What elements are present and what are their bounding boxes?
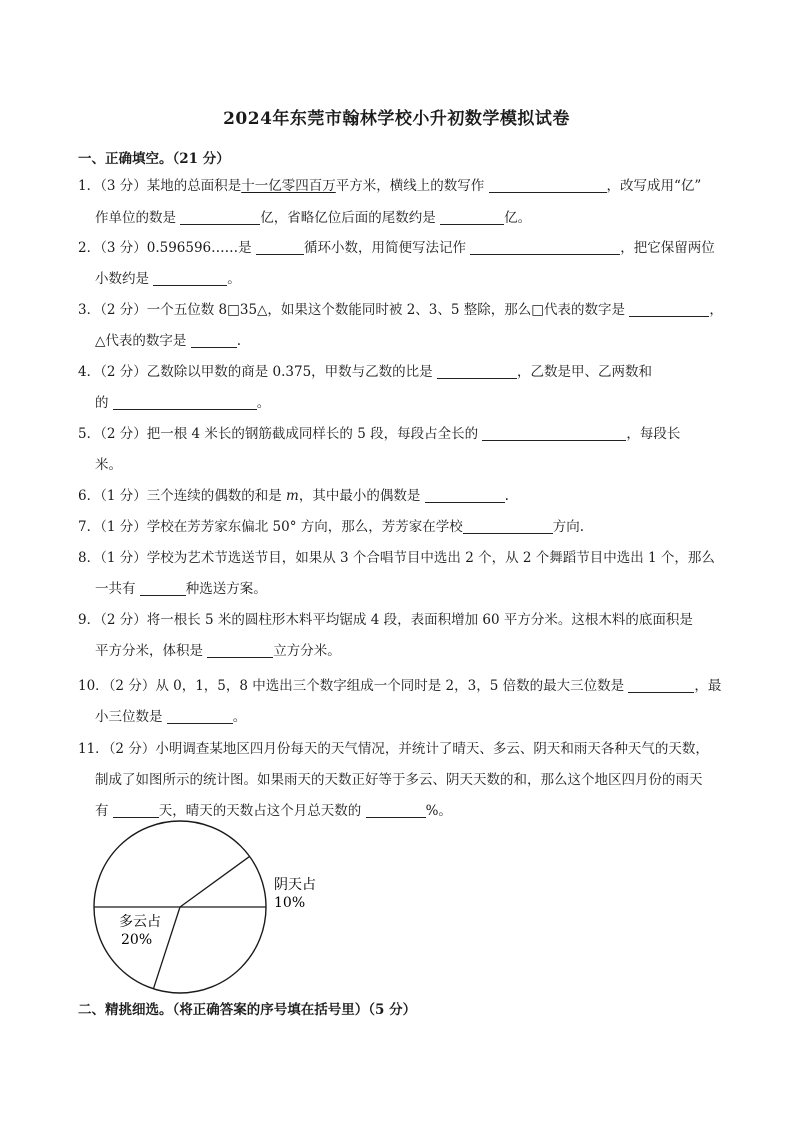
question-text: 。 xyxy=(232,709,247,725)
answer-blank[interactable] xyxy=(440,210,504,225)
question-10-line-1 xyxy=(78,677,721,695)
question-1-line-2 xyxy=(95,209,531,227)
question-number: 5． xyxy=(78,426,101,442)
question-text: 一个五位数 8□35△，如果这个数能同时被 2、3、5 整除，那么□代表的数字是 xyxy=(146,302,626,318)
question-text: 小数约是 xyxy=(95,271,149,287)
answer-blank[interactable] xyxy=(153,271,227,286)
underlined-number: 十一亿零四百万 xyxy=(241,178,336,194)
question-number: 4． xyxy=(78,364,101,380)
question-points: （1 分） xyxy=(100,488,147,504)
question-number: 7． xyxy=(78,519,101,535)
question-number: 1． xyxy=(78,178,101,194)
question-2-line-2 xyxy=(95,270,241,288)
question-text: . xyxy=(236,333,241,349)
answer-blank[interactable] xyxy=(489,178,607,193)
question-text: 小明调查某地区四月份每天的天气情况，并统计了晴天、多云、阴天和雨天各种天气的天数， xyxy=(155,741,709,757)
answer-blank[interactable] xyxy=(207,643,273,658)
pie-label-yin: 阴天占 xyxy=(274,877,316,893)
question-9-line-2 xyxy=(95,642,341,660)
question-text: 一共有 xyxy=(95,581,136,597)
question-text: 亿，省略亿位后面的尾数约是 xyxy=(260,210,436,226)
answer-blank[interactable] xyxy=(191,333,237,348)
question-text: 制成了如图所示的统计图。如果雨天的天数正好等于多云、阴天天数的和，那么这个地区四月份的雨天 xyxy=(95,772,703,788)
question-number: 9． xyxy=(78,612,101,628)
question-text: 0.596596……是 xyxy=(146,240,252,256)
question-10-line-2 xyxy=(95,708,246,726)
question-8-line-2 xyxy=(95,580,267,598)
question-4-line-1 xyxy=(78,363,652,381)
question-3-line-2 xyxy=(95,332,241,350)
answer-blank[interactable] xyxy=(437,364,517,379)
question-7-line-1 xyxy=(78,518,584,536)
section-2-heading: 二、精挑细选。（将正确答案的序号填在括号里）（5 分） xyxy=(78,1002,417,1018)
question-points: （2 分） xyxy=(100,426,147,442)
question-text: 的 xyxy=(95,395,109,411)
question-points: （1 分） xyxy=(100,519,147,535)
question-text: 亿。 xyxy=(504,210,532,226)
variable-m: m xyxy=(286,488,299,504)
question-5-line-2 xyxy=(95,456,122,474)
answer-blank[interactable] xyxy=(113,395,257,410)
question-text: ，其中最小的偶数是 xyxy=(298,488,421,504)
question-points: （2 分） xyxy=(100,364,147,380)
answer-blank[interactable] xyxy=(180,210,260,225)
question-5-line-1 xyxy=(78,425,680,443)
question-text: ，改写成用“亿” xyxy=(606,178,702,194)
question-text: 天，晴天的天数占这个月总天数的 xyxy=(158,803,362,819)
question-8-line-1 xyxy=(78,549,715,567)
question-text: ， xyxy=(709,302,723,318)
question-points: （2 分） xyxy=(100,302,147,318)
page-title: 2024年东莞市翰林学校小升初数学模拟试卷 xyxy=(223,109,570,129)
answer-blank[interactable] xyxy=(463,519,553,534)
question-text: 方向. xyxy=(552,519,585,535)
question-text: 种选送方案。 xyxy=(185,581,267,597)
question-6-line-1 xyxy=(78,487,509,505)
question-number: 10． xyxy=(78,678,109,694)
answer-blank[interactable] xyxy=(628,678,694,693)
question-points: （2 分） xyxy=(108,678,156,694)
answer-blank[interactable] xyxy=(256,240,304,255)
question-4-line-2 xyxy=(95,394,270,412)
question-text: 。 xyxy=(256,395,271,411)
question-text: ，把它保留两位 xyxy=(620,240,715,256)
question-number: 2． xyxy=(78,240,101,256)
answer-blank[interactable] xyxy=(366,803,426,818)
question-points: （3 分） xyxy=(100,240,147,256)
question-points: （3 分） xyxy=(100,178,147,194)
pie-value-yin: 10% xyxy=(274,895,306,911)
question-text: 将一根长 5 米的圆柱形木料平均锯成 4 段，表面积增加 60 平方分米。这根木料的底面积是 xyxy=(146,612,693,628)
answer-blank[interactable] xyxy=(167,709,233,724)
question-text: ，最 xyxy=(694,678,722,694)
question-text: 某地的总面积是 xyxy=(146,178,242,194)
question-text: 把一根 4 米长的钢筋截成同样长的 5 段，每段占全长的 xyxy=(146,426,479,442)
answer-blank[interactable] xyxy=(629,302,709,317)
question-number: 6． xyxy=(78,488,101,504)
question-number: 11． xyxy=(78,741,109,757)
question-text: 平方米，横线上的数写作 xyxy=(335,178,485,194)
question-text: 。 xyxy=(227,271,241,287)
question-9-line-1 xyxy=(78,611,693,629)
question-number: 8． xyxy=(78,550,101,566)
question-points: （2 分） xyxy=(108,741,156,757)
question-text: %。 xyxy=(425,803,452,819)
question-11-line-2 xyxy=(95,771,703,789)
answer-blank[interactable] xyxy=(425,488,505,503)
question-points: （2 分） xyxy=(100,612,147,628)
question-points: （1 分） xyxy=(100,550,147,566)
question-text: △代表的数字是 xyxy=(95,333,187,349)
answer-blank[interactable] xyxy=(470,240,620,255)
question-1-line-1 xyxy=(78,177,701,195)
section-1-heading: 一、正确填空。（21 分） xyxy=(78,151,230,167)
question-text: 作单位的数是 xyxy=(95,210,176,226)
answer-blank[interactable] xyxy=(482,426,626,441)
question-text: 三个连续的偶数的和是 xyxy=(146,488,282,504)
question-number: 3． xyxy=(78,302,101,318)
question-text: 小三位数是 xyxy=(95,709,163,725)
answer-blank[interactable] xyxy=(140,581,186,596)
question-text: 乙数除以甲数的商是 0.375，甲数与乙数的比是 xyxy=(146,364,433,380)
question-text: 有 xyxy=(95,803,109,819)
question-text: . xyxy=(504,488,509,504)
question-text: 从 0，1，5，8 中选出三个数字组成一个同时是 2，3，5 倍数的最大三位数是 xyxy=(155,678,625,694)
answer-blank[interactable] xyxy=(113,803,159,818)
question-2-line-1 xyxy=(78,239,715,257)
question-text: 学校为艺术节选送节目，如果从 3 个合唱节目中选出 2 个，从 2 个舞蹈节目中选出 1 个，那么 xyxy=(146,550,715,566)
pie-label-duoyun: 多云占 xyxy=(119,914,161,930)
question-text: 循环小数，用简便写法记作 xyxy=(303,240,466,256)
weather-pie-chart xyxy=(88,826,316,996)
question-text: 平方分米，体积是 xyxy=(95,643,203,659)
question-11-line-3 xyxy=(95,802,452,820)
question-text: 米。 xyxy=(95,457,122,473)
question-text: ，乙数是甲、乙两数和 xyxy=(516,364,652,380)
question-text: ，每段长 xyxy=(626,426,681,442)
question-text: 立方分米。 xyxy=(273,643,341,659)
question-3-line-1 xyxy=(78,301,723,319)
question-text: 学校在芳芳家东偏北 50° 方向，那么，芳芳家在学校 xyxy=(146,519,463,535)
question-11-line-1 xyxy=(78,740,709,758)
pie-value-duoyun: 20% xyxy=(121,932,153,948)
